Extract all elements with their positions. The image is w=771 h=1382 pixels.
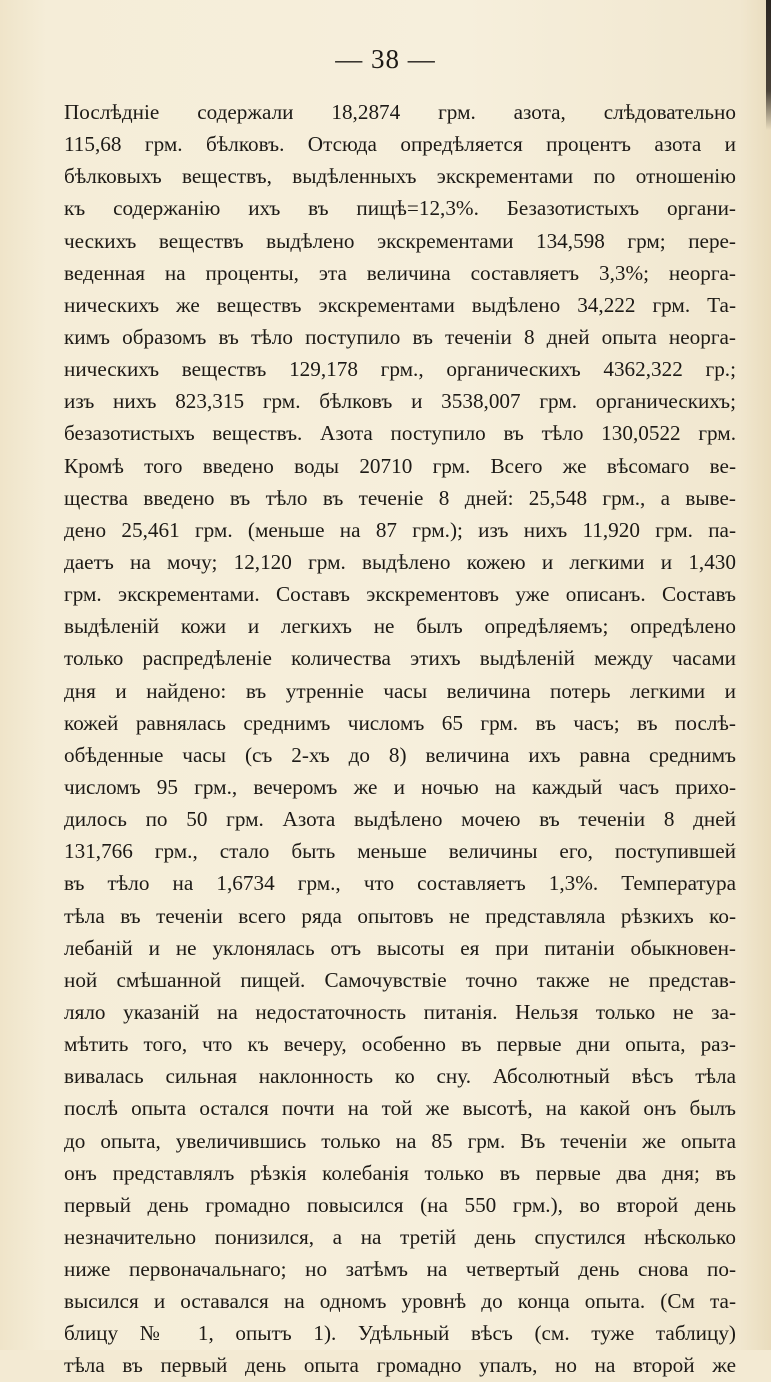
text-line: изъ нихъ 823,315 грм. бѣлковъ и 3538,007 грм. органическихъ; <box>64 389 736 414</box>
text-line: веденная на проценты, эта величина составляетъ 3,3%; неорга- <box>64 260 736 285</box>
text-line: даетъ на мочу; 12,120 грм. выдѣлено кожею и легкими и 1,430 <box>64 549 736 574</box>
text-line: ляло указаній на недостаточность питанія. Нельзя только не за- <box>64 999 736 1024</box>
body-text <box>64 96 736 1382</box>
text-line: безазотистыхъ веществъ. Азота поступило въ тѣло 130,0522 грм. <box>64 421 736 446</box>
text-line: кожей равнялась среднимъ числомъ 65 грм. въ часъ; въ послѣ- <box>64 710 736 735</box>
text-line: Послѣдніе содержали 18,2874 грм. азота, слѣдовательно <box>64 100 736 124</box>
text-line: числомъ 95 грм., вечеромъ же и ночью на каждый часъ прихо- <box>64 774 736 799</box>
text-line: Кромѣ того введено воды 20710 грм. Всего же вѣсомаго ве- <box>64 453 736 478</box>
text-line: 115,68 грм. бѣлковъ. Отсюда опредѣляется процентъ азота и <box>64 132 736 157</box>
text-line: ной смѣшанной пищей. Самочувствіе точно также не представ- <box>64 967 736 992</box>
text-line: высился и оставался на одномъ уровнѣ до конца опыта. (См та- <box>64 1289 736 1314</box>
text-line: дилось по 50 грм. Азота выдѣлено мочею въ теченіи 8 дней <box>64 807 736 832</box>
text-line: только распредѣленіе количества этихъ выдѣленій между часами <box>64 646 736 671</box>
text-line: тѣла въ теченіи всего ряда опытовъ не представляла рѣзкихъ ко- <box>64 903 736 928</box>
text-line: первый день громадно повысился (на 550 грм.), во второй день <box>64 1192 736 1217</box>
text-line: 131,766 грм., стало быть меньше величины его, поступившей <box>64 839 736 864</box>
text-line: мѣтить того, что къ вечеру, особенно въ первые дни опыта, раз- <box>64 1032 736 1057</box>
text-line: до опыта, увеличившись только на 85 грм. Въ теченіи же опыта <box>64 1128 736 1153</box>
text-line: послѣ опыта остался почти на той же высотѣ, на какой онъ былъ <box>64 1096 736 1121</box>
text-line: дено 25,461 грм. (меньше на 87 грм.); изъ нихъ 11,920 грм. па- <box>64 517 736 542</box>
text-line: въ тѣло на 1,6734 грм., что составляетъ 1,3%. Температура <box>64 871 736 896</box>
text-line: щества введено въ тѣло въ теченіе 8 дней: 25,548 грм., а выве- <box>64 485 736 510</box>
text-line: онъ представлялъ рѣзкія колебанія только въ первые два дня; въ <box>64 1160 736 1185</box>
text-line: блицу № 1, опытъ 1). Удѣльный вѣсъ (см. туже таблицу) <box>64 1321 736 1346</box>
text-line: обѣденные часы (съ 2-хъ до 8) величина ихъ равна среднимъ <box>64 742 736 767</box>
text-line: ническихъ же веществъ экскрементами выдѣлено 34,222 грм. Та- <box>64 292 736 317</box>
text-line: выдѣленій кожи и легкихъ не былъ опредѣляемъ; опредѣлено <box>64 614 736 639</box>
page-number: — 38 — <box>335 44 436 74</box>
text-line: кимъ образомъ въ тѣло поступило въ теченіи 8 дней опыта неорга- <box>64 324 736 349</box>
text-line: къ содержанію ихъ въ пищѣ=12,3%. Безазотистыхъ органи- <box>64 196 736 221</box>
text-line: ническихъ веществъ 129,178 грм., органическихъ 4362,322 гр.; <box>64 357 736 382</box>
text-line: ческихъ веществъ выдѣлено экскрементами 134,598 грм; пере- <box>64 228 736 253</box>
text-line: ниже первоначальнаго; но затѣмъ на четвертый день снова по- <box>64 1257 736 1282</box>
text-line: незначительно понизился, а на третій день спустился нѣсколько <box>64 1224 736 1249</box>
text-line: вивалась сильная наклонность ко сну. Абсолютный вѣсъ тѣла <box>64 1064 736 1089</box>
text-line: дня и найдено: въ утренніе часы величина потерь легкими и <box>64 678 736 703</box>
text-line: тѣла въ первый день опыта громадно упалъ, но на второй же <box>64 1353 736 1378</box>
text-line: грм. экскрементами. Составъ экскрементовъ уже описанъ. Составъ <box>64 582 736 607</box>
text-line: бѣлковыхъ веществъ, выдѣленныхъ экскрементами по отношенію <box>64 164 736 189</box>
text-line: лебаній и не уклонялась отъ высоты ея при питаніи обыкновен- <box>64 935 736 960</box>
